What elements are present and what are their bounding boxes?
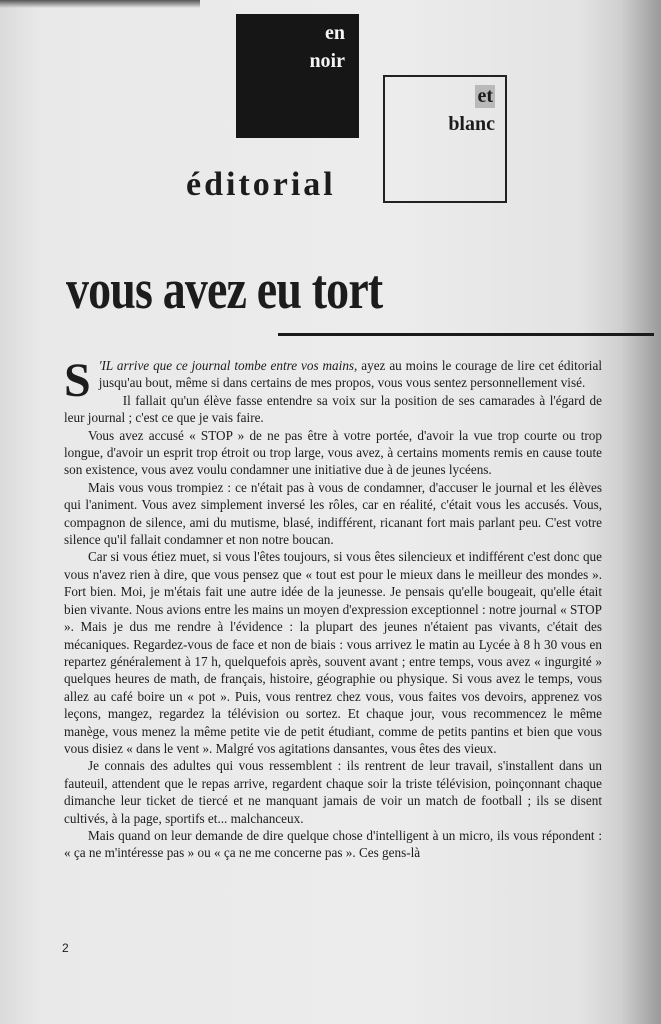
en-noir-line-1: en <box>325 22 345 44</box>
en-noir-box <box>236 14 359 138</box>
article-paragraph: Vous avez accusé « STOP » de ne pas être à votre portée, d'avoir la vue trop courte ou trop longue, d'avoir un esprit trop étroit ou trop large, vous avez, à certains moments remis en cause toute son existence, vous avez voulu condamner une initiative due à de jeunes lycéens. <box>64 427 602 478</box>
article-paragraph: Car si vous étiez muet, si vous l'êtes toujours, si vous êtes silencieux et indifférent c'est donc que vous n'avez rien à dire, que vous pensez que « tout est pour le mieux dans le meilleur des mondes ». Fort bien. Moi, je m'étais fait une autre idée de la jeunesse. Je pensais qu'elle bougeait, qu'elle était bien vivante. Nous avions entre les mains un moyen d'expression exceptionnel : notre journal « STOP ». Mais je dus me rendre à l'évidence : la plupart des jeunes n'étaient pas vivants, c'était des mécaniques. Regardez-vous de face et non de biais : vous arrivez le matin au Lycée à 8 h 30 vous en repartez généralement à 17 h, quelquefois après, souvent avant ; entre temps, vous avez « ingurgité » quelques heures de math, de français, histoire, géographie ou physique. Si vous avez le temps, vous allez au café boire un « pot ». Puis, vous rentrez chez vous, vous faites vos devoirs, apprenez vos leçons, mangez, regardez la télévision ou sortez. Et chaque jour, vous recommencez le même manège, vous menez la même petite vie de petit étudiant, comme de petits pantins et bien que vous vous disiez « dans le vent ». Malgré vos agitations dansantes, vous êtes des vieux. <box>64 549 602 756</box>
article-body <box>64 354 602 862</box>
lead-italic: 'IL arrive que ce journal tombe entre vos mains, <box>98 358 358 373</box>
article-paragraph: Mais vous vous trompiez : ce n'était pas à vous de condamner, d'accuser le journal et les élèves qui l'animent. Vous avez simplement inversé les rôles, car en réalité, c'était vous les accusés. Vous, compagnon de silence, ami du mutisme, blasé, indifférent, ricanant fort mais parlant peu. C'est votre silence qu'il fallait condamner et non notre boucan. <box>64 479 602 548</box>
article-lead-paragraph <box>64 354 602 407</box>
en-noir-line-2: noir <box>309 50 345 72</box>
headline-rule <box>278 333 654 336</box>
et-blanc-line-2: blanc <box>448 113 495 135</box>
lead-rest: ayez au moins le courage de lire cet éditorial jusqu'au bout, même si dans certains de mes propos, vous vous sentez personnellement visé. <box>98 358 602 391</box>
article-paragraph: Je connais des adultes qui vous ressemblent : ils rentrent de leur travail, s'installent dans un fauteuil, attendent que le repas arrive, regardent chaque soir la triste télévision, poinçonnant chaque dimanche leur ticket de tiercé et ne manquant jamais de voir un match de football ; ils se disent cultivés, à la page, sportifs et... malchanceux. <box>64 758 602 826</box>
article-paragraph: Mais quand on leur demande de dire quelque chose d'intelligent à un micro, ils vous répondent : « ça ne m'intéresse pas » ou « ça ne me concerne pas ». Ces gens-là <box>64 827 602 861</box>
section-label: éditorial <box>186 166 336 203</box>
et-blanc-line-1: et <box>477 85 493 107</box>
et-blanc-box <box>383 75 507 203</box>
torn-top-edge <box>0 0 200 8</box>
article-paragraph: Il fallait qu'un élève fasse entendre sa voix sur la position de ses camarades à l'égard de leur journal ; c'est ce que je vais faire. <box>64 392 602 426</box>
article-headline: vous avez eu tort <box>66 259 383 321</box>
page-number: 2 <box>62 941 69 955</box>
drop-cap: S <box>64 354 91 407</box>
